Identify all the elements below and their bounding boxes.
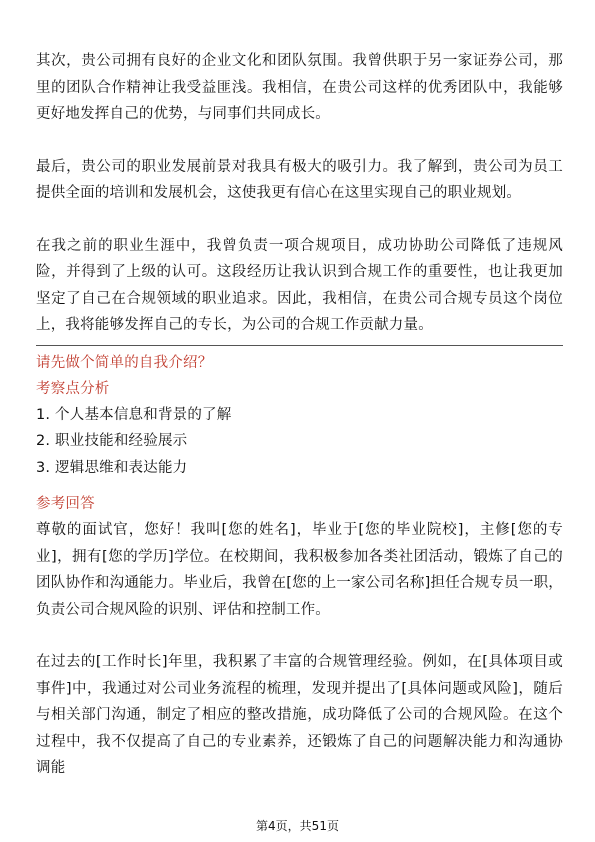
analysis-item: 1. 个人基本信息和背景的了解	[36, 406, 232, 423]
section-divider	[36, 345, 563, 346]
paragraph-career-prospects: 最后，贵公司的职业发展前景对我具有极大的吸引力。我了解到，贵公司为员工提供全面的培训和发展机会，这使我更有信心在这里实现自己的职业规划。	[36, 158, 563, 201]
answer-paragraph-intro: 尊敬的面试官，您好！我叫[您的姓名]，毕业于[您的毕业院校]，主修[您的专业]，拥有[您的学历]学位。在校期间，我积极参加各类社团活动，锻炼了自己的团队协作和沟通能力。毕业后，我曾在[您的上一家公司名称]担任合规专员一职，负责公司合规风险的识别、评估和控制工作。	[36, 522, 563, 618]
analysis-item: 2. 职业技能和经验展示	[36, 433, 188, 449]
analysis-item: 3. 逻辑思维和表达能力	[36, 459, 188, 476]
paragraph-compliance-experience: 在我之前的职业生涯中，我曾负责一项合规项目，成功协助公司降低了违规风险，并得到了上级的认可。这段经历让我认识到合规工作的重要性，也让我更加坚定了自己在合规领域的职业追求。因此，我相信，在贵公司合规专员这个岗位上，我将能够发挥自己的专长，为公司的合规工作贡献力量。	[36, 237, 563, 333]
paragraph-company-culture: 其次，贵公司拥有良好的企业文化和团队氛围。我曾供职于另一家证券公司，那里的团队合作精神让我受益匪浅。我相信，在贵公司这样的优秀团队中，我能够更好地发挥自己的优势，与同事们共同成长。	[36, 53, 563, 122]
page-number-footer: 第4页，共51页	[256, 819, 339, 833]
answer-heading: 参考回答	[36, 496, 95, 512]
analysis-heading: 考察点分析	[36, 380, 110, 397]
document-body	[36, 48, 563, 782]
question-heading: 请先做个简单的自我介绍？	[36, 354, 213, 371]
answer-paragraph-experience: 在过去的[工作时长]年里，我积累了丰富的合规管理经验。例如，在[具体项目或事件]中，我通过对公司业务流程的梳理，发现并提出了[具体问题或风险]，随后与相关部门沟通，制定了相应的整改措施，成功降低了公司的合规风险。在这个过程中，我不仅提高了自己的专业素养，还锻炼了自己的问题解决能力和沟通协调能	[36, 654, 563, 776]
